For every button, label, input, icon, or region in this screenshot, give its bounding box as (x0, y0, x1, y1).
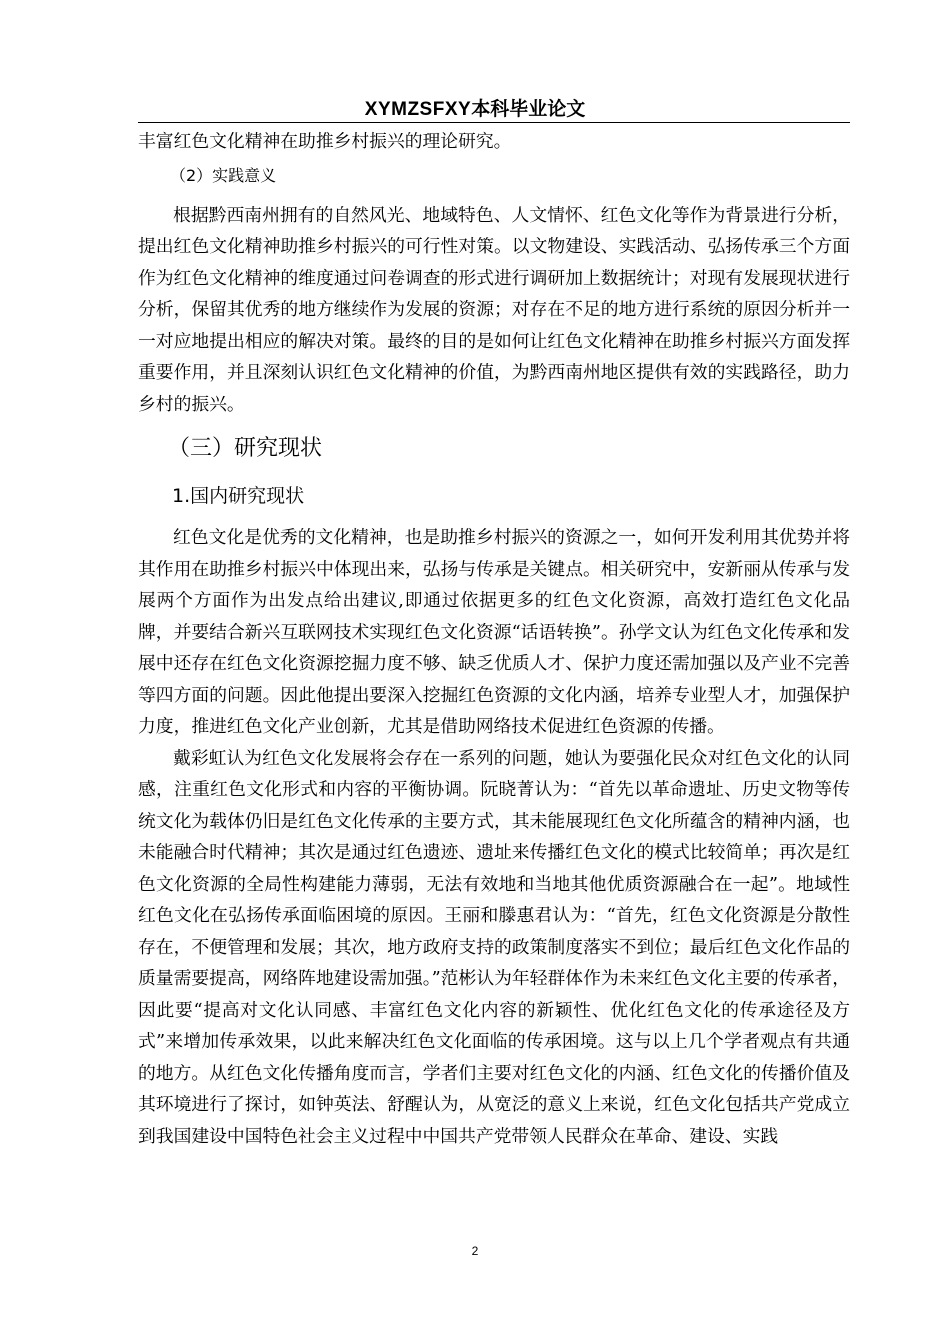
paragraph-practical-significance: 根据黔西南州拥有的自然风光、地域特色、人文情怀、红色文化等作为背景进行分析，提出红色文化精神助推乡村振兴的可行性对策。以文物建设、实践活动、弘扬传承三个方面作为红色文化精神的维度通过问卷调查的形式进行调研加上数据统计；对现有发展现状进行分析，保留其优秀的地方继续作为发展的资源；对存在不足的地方进行系统的原因分析并一一对应地提出相应的解决对策。最终的目的是如何让红色文化精神在助推乡村振兴方面发挥重要作用，并且深刻认识红色文化精神的价值，为黔西南州地区提供有效的实践路径，助力乡村的振兴。 (138, 204, 850, 415)
section-heading-research-status: （三）研究现状 (168, 436, 323, 461)
sub-heading-practical-significance: （2）实践意义 (170, 165, 277, 185)
header-rule (138, 122, 850, 123)
paragraph-domestic-2: 戴彩虹认为红色文化发展将会存在一系列的问题，她认为要强化民众对红色文化的认同感，注重红色文化形式和内容的平衡协调。阮晓菁认为：“首先以革命遗址、历史文物等传统文化为载体仍旧是红色文化传承的主要方式，其未能展现红色文化所蕴含的精神内涵，也未能融合时代精神；其次是通过红色遗迹、遗址来传播红色文化的模式比较简单；再次是红色文化资源的全局性构建能力薄弱，无法有效地和当地其他优质资源融合在一起”。地域性红色文化在弘扬传承面临困境的原因。王丽和滕惠君认为：“首先，红色文化资源是分散性存在，不便管理和发展；其次，地方政府支持的政策制度落实不到位；最后红色文化作品的质量需要提高，网络阵地建设需加强。”范彬认为年轻群体作为未来红色文化主要的传承者，因此要“提高对文化认同感、丰富红色文化内容的新颖性、优化红色文化的传承途径及方式”来增加传承效果，以此来解决红色文化面临的传承困境。这与以上几个学者观点有共通的地方。从红色文化传播角度而言，学者们主要对红色文化的内涵、红色文化的传播价值及其环境进行了探讨，如钟英法、舒醒认为，从宽泛的意义上来说，红色文化包括共产党成立到我国建设中国特色社会主义过程中中国共产党带领人民群众在革命、建设、实践 (138, 747, 850, 1147)
page-content (138, 126, 850, 1152)
page-number: 2 (471, 1244, 479, 1258)
header-title: 本科毕业论文 (471, 98, 586, 120)
paragraph-continuation: 丰富红色文化精神在助推乡村振兴的理论研究。 (138, 131, 512, 152)
header-code: XYMZSFXY (364, 99, 472, 120)
paragraph-domestic-1: 红色文化是优秀的文化精神，也是助推乡村振兴的资源之一，如何开发利用其优势并将其作用在助推乡村振兴中体现出来，弘扬与传承是关键点。相关研究中，安新丽从传承与发展两个方面作为出发点给出建议,即通过依据更多的红色文化资源，高效打造红色文化品牌，并要结合新兴互联网技术实现红色文化资源“话语转换”。孙学文认为红色文化传承和发展中还存在红色文化资源挖掘力度不够、缺乏优质人才、保护力度还需加强以及产业不完善等四方面的问题。因此他提出要深入挖掘红色资源的文化内涵，培养专业型人才，加强保护力度，推进红色文化产业创新，尤其是借助网络技术促进红色资源的传播。 (138, 527, 850, 737)
subsection-heading-domestic-status: 1.国内研究现状 (172, 485, 305, 507)
page-header (0, 96, 950, 123)
